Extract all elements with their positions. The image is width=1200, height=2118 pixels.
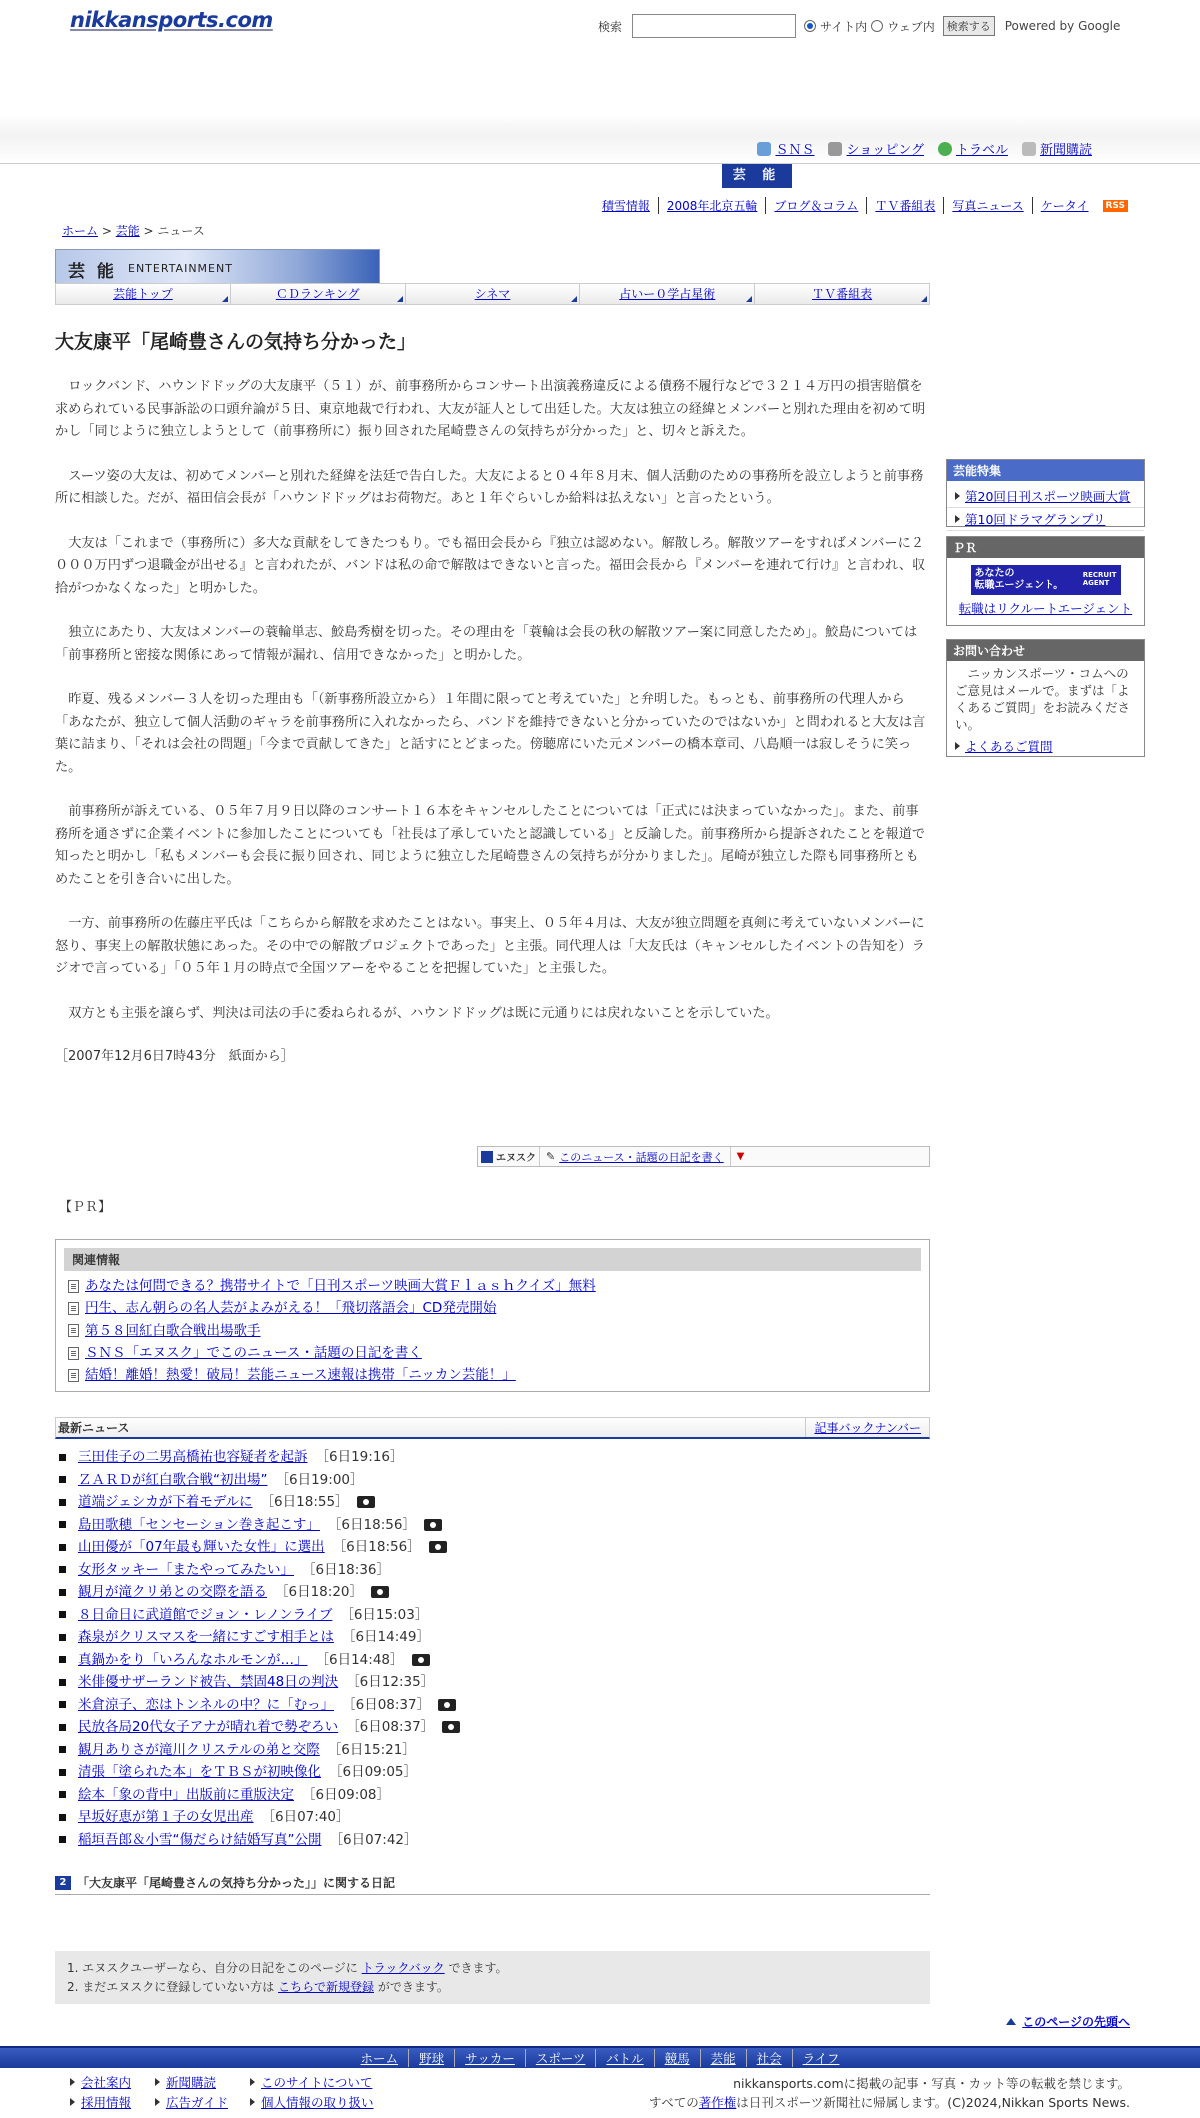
camera-icon[interactable] (438, 1699, 456, 1711)
latest-news-list (55, 1446, 930, 1851)
subnav-mobile[interactable]: ケータイ (1032, 197, 1097, 214)
news-time: ［6日18:20］ (275, 1584, 363, 1600)
news-time: ［6日19:16］ (315, 1449, 404, 1465)
news-item (59, 1446, 930, 1469)
search-scope-web-label: ウェブ内 (887, 19, 935, 34)
breadcrumb: ホーム > 芸能 > ニュース (62, 224, 205, 238)
article-paragraph: スーツ姿の大友は、初めてメンバーと別れた経緯を法廷で告白した。大友によると０４年８月末、個人活動のための事務所を設立しようと前事務所に相談した。だが、福田信会長が「ハウンドドッグはお荷物だ。あと１年ぐらいしか給料は払えない」と言ったという。 (55, 468, 924, 506)
recruit-logo-text: RECRUIT (1082, 571, 1117, 579)
newspaper-icon (1022, 142, 1036, 156)
subnav-beijing[interactable]: 2008年北京五輪 (658, 197, 766, 214)
camera-icon[interactable] (357, 1496, 375, 1508)
util-link-subscribe[interactable]: 新聞購読 (1039, 143, 1092, 158)
sidebar-feature-box (946, 459, 1145, 527)
news-item (59, 1649, 930, 1672)
article-paragraph: 独立にあたり、大友はメンバーの蓑輪単志、鮫島秀樹を切った。その理由を「蓑輪は会長の秋の解散ツアー案に同意したため」。鮫島については「前事務所と密接な関係にあって情報が漏れ、信用できなかった」と明かした。 (55, 625, 918, 663)
news-item (59, 1514, 930, 1537)
footer-nav-society[interactable]: 社会 (746, 2049, 792, 2067)
news-item (59, 1581, 930, 1604)
footer-nav-keiba[interactable]: 競馬 (654, 2049, 700, 2067)
secnav-tv[interactable]: ＴＶ番組表 (755, 284, 929, 304)
utility-links (757, 139, 1092, 158)
news-link[interactable]: 稲垣吾郎＆小雪“傷だらけ結婚写真”公開 (78, 1831, 322, 1848)
section-nav (55, 283, 930, 305)
shopping-cart-icon (828, 142, 842, 156)
news-link[interactable]: ８日命日に武道館でジョン・レノンライブ (78, 1606, 333, 1623)
related-info-box (55, 1239, 930, 1392)
news-link[interactable]: 観月が滝クリ弟との交際を語る (78, 1584, 267, 1600)
news-item (59, 1559, 930, 1582)
document-icon (68, 1302, 79, 1315)
sidebar-contact-text: ニッカンスポーツ・コムへのご意見はメールで。まずは「よくあるご質問」をお読みください。 (955, 666, 1131, 732)
news-link[interactable]: 清張「塗られた本」をＴＢＳが初映像化 (78, 1764, 321, 1780)
powered-by-google: Powered by Google (1004, 19, 1121, 33)
category-tab-entertainment[interactable]: 芸 能 (722, 164, 792, 188)
ad-text: 転職エージェント。 (974, 580, 1064, 591)
news-item (59, 1739, 930, 1762)
article-paragraph: 大友は「これまで（事務所に）多大な貢献をしてきたつもり。でも福田会長から『独立は認めない。解散しろ。解散ツアーをすればメンバーに２０００万円ずつ退職金が出せる』と言われたが、バンドは私の命で解散はできないと言った。福田会長から『メンバーを連れて行け』と言われ、収拾がつかなくなった」と明かした。 (55, 535, 926, 596)
ad-text: あなたの (974, 568, 1015, 579)
search-scope-site-label: サイト内 (820, 19, 868, 34)
article-paragraph: 双方とも主張を譲らず、判決は司法の手に委ねられるが、ハウンドドッグは既に元通りには戻れないことを示していた。 (68, 1005, 779, 1021)
footer-nav-baseball[interactable]: 野球 (408, 2049, 454, 2067)
document-icon (68, 1280, 79, 1293)
related-item (64, 1297, 921, 1319)
news-time: ［6日07:42］ (329, 1831, 418, 1848)
search-label: 検索 (598, 19, 623, 34)
news-item (59, 1536, 930, 1559)
footer-nav-battle[interactable]: バトル (595, 2049, 653, 2067)
write-diary-link[interactable]: このニュース・話題の日記を書く (559, 1150, 724, 1164)
news-time: ［6日19:00］ (275, 1471, 364, 1488)
esns-diary-icon: 2 (55, 1876, 71, 1890)
diary-section-header (55, 1874, 930, 1895)
backnumber-link[interactable]: 記事バックナンバー (814, 1421, 921, 1435)
search-button[interactable]: 検索する (943, 16, 995, 36)
breadcrumb-home[interactable]: ホーム (62, 224, 99, 238)
footer-link-privacy[interactable]: 個人情報の取り扱い (250, 2093, 390, 2111)
related-item (64, 1275, 921, 1297)
faq-link[interactable]: よくあるご質問 (965, 739, 1053, 754)
copyright-link[interactable]: 著作権 (698, 2095, 737, 2110)
sns-icon (757, 142, 771, 156)
related-item (64, 1364, 921, 1386)
recruit-logo-text: AGENT (1082, 579, 1110, 587)
news-link[interactable]: 三田佳子の二男高橋祐也容疑者を起訴 (78, 1449, 308, 1465)
footer-nav-home[interactable]: ホーム (360, 2051, 399, 2066)
news-time: ［6日12:35］ (346, 1674, 435, 1690)
sidebar-pr-box (946, 536, 1145, 626)
news-item (59, 1694, 930, 1717)
article-paragraph: 前事務所が訴えている、０５年７月９日以降のコンサート１６本をキャンセルしたことについては「正式には決まっていなかった」。また、前事務所を通さずに企業イベントに参加したことについても「社長は了承していたと認識している」と反論した。前事務所から提訴されたことを報道で知ったと明かし「私もメンバーも会長に振り回され、同じように独立した尾崎豊さんの気持ちが分かりました」。尾崎が独立した際も同事務所ともめたことを引き合いに出した。 (55, 804, 926, 887)
article-headline: 大友康平「尾崎豊さんの気持ち分かった」 (55, 331, 417, 353)
page-top (1006, 2013, 1130, 2030)
secnav-top[interactable]: 芸能トップ (56, 284, 231, 304)
footer-links (70, 2073, 390, 2111)
sidebar-feature-link[interactable]: 第10回ドラマグランプリ (965, 512, 1106, 527)
related-item (64, 1320, 921, 1342)
latest-news-header (55, 1417, 930, 1439)
news-link[interactable]: 女形タッキー「またやってみたい」 (78, 1561, 294, 1578)
dropdown-arrow-icon[interactable]: ▼ (736, 1151, 745, 1162)
news-link[interactable]: 早坂好恵が第１子の女児出産 (78, 1809, 254, 1825)
subnav-photo[interactable]: 写真ニュース (943, 197, 1031, 214)
related-link[interactable]: 円生、志ん朝らの名人芸がよみがえる！「飛切落語会」CD発売開始 (85, 1300, 497, 1317)
footer-nav-life[interactable]: ライフ (792, 2049, 850, 2067)
footer-nav-soccer[interactable]: サッカー (454, 2049, 525, 2067)
subnav-tv[interactable]: ＴＶ番組表 (866, 197, 943, 214)
breadcrumb-current: ニュース (157, 224, 205, 238)
news-item (59, 1491, 930, 1514)
news-item (59, 1604, 930, 1627)
sidebar-feature-link[interactable]: 第20回日刊スポーツ映画大賞 (965, 489, 1131, 504)
search-input[interactable] (632, 14, 796, 38)
news-item (59, 1671, 930, 1694)
related-link[interactable]: 第５８回紅白歌合戦出場歌手 (85, 1322, 261, 1339)
article-paragraph: 一方、前事務所の佐藤庄平氏は「こちらから解散を求めたことはない。事実上、０５年４月は、大友が独立問題を真剣に考えていないメンバーに怒り、事実上の解散状態にあった。その中での解散プロジェクトであった」と主張。同代理人は「大友氏は（キャンセルしたイベントの告知を）ラジオで言っている」「０５年１月の時点で全国ツアーをやることを把握していた」と主張した。 (55, 916, 925, 976)
banner-subtitle: ENTERTAINMENT (128, 262, 233, 275)
news-item (59, 1829, 930, 1852)
esns-logo: エヌスク (496, 1153, 536, 1164)
latest-news-title: 最新ニュース (58, 1421, 130, 1435)
news-link[interactable]: 米俳優サザーランド被告、禁固48日の判決 (78, 1674, 339, 1690)
news-time: ［6日18:55］ (260, 1494, 349, 1510)
recruit-agent-ad[interactable] (971, 565, 1121, 595)
news-time: ［6日08:37］ (342, 1696, 431, 1713)
document-icon (68, 1369, 79, 1382)
news-link[interactable]: 観月ありさが滝川クリステルの弟と交際 (78, 1741, 320, 1758)
sub-navigation (594, 197, 1128, 214)
trackback-box (55, 1951, 930, 2004)
news-time: ［6日08:37］ (346, 1719, 435, 1735)
news-link[interactable]: ＺＡＲＤが紅白歌合戦“初出場” (78, 1471, 268, 1488)
trackback-link[interactable]: トラックバック (361, 1961, 445, 1975)
arrow-up-icon (1006, 2018, 1016, 2025)
footer-link-ads[interactable]: 広告ガイド (155, 2093, 250, 2111)
related-link[interactable]: ＳＮＳ「エヌスク」でこのニュース・話題の日記を書く (85, 1344, 422, 1361)
copyright (649, 2074, 1130, 2112)
news-link[interactable]: 絵本「象の背中」出版前に重版決定 (78, 1786, 294, 1803)
article-paragraph: ロックバンド、ハウンドドッグの大友康平（５１）が、前事務所からコンサート出演義務違反による債務不履行などで３２１４万円の損害賠償を求められている民事訴訟の口頭弁論が５日、東京地裁で行われ、大友が証人として出廷した。大友は独立の経緯とメンバーと別れた理由を初めて明かし「同じように独立しようとして（前事務所に）振り回された尾崎豊さんの気持ちが分かった」と、切々と訴えた。 (55, 379, 926, 439)
news-item (59, 1806, 930, 1829)
sidebar-contact-box (946, 639, 1145, 757)
news-time: ［6日15:21］ (327, 1741, 416, 1758)
related-title: 関連情報 (64, 1248, 921, 1271)
register-link[interactable]: こちらで新規登録 (278, 1980, 374, 1994)
footer-nav-sports[interactable]: スポーツ (525, 2049, 596, 2067)
footer-link-about[interactable]: このサイトについて (250, 2073, 390, 2091)
camera-icon[interactable] (424, 1519, 442, 1531)
article-dateline: ［2007年12月6日7時43分 紙面から］ (55, 1049, 294, 1064)
article-paragraph: 昨夏、残るメンバー３人を切った理由も「（新事務所設立から）１年間に限ってと考えていた」と弁明した。もっとも、前事務所の代理人から「あなたが、独立して個人活動のギャラを前事務所に入れなかったら、バンドを維持できないと分かっていたのではないか」と問われると大友は言葉に詰まり、「それは会社の問題」「今まで貢献してきた」と話すにとどまった。傍聴席にいた元メンバーの橋本章司、八島順一は寂しそうに笑った。 (55, 692, 926, 775)
news-time: ［6日07:40］ (261, 1809, 350, 1825)
globe-icon (938, 142, 952, 156)
news-time: ［6日18:36］ (302, 1561, 390, 1578)
recruit-agent-link[interactable]: 転職はリクルートエージェント (958, 601, 1133, 616)
news-time: ［6日09:08］ (302, 1786, 390, 1803)
search-form (598, 14, 1120, 38)
copyright-line1: nikkansports.comに掲載の記事・写真・カット等の転載を禁じます。 (733, 2076, 1130, 2091)
section-banner (55, 249, 380, 284)
document-icon (68, 1347, 79, 1360)
secnav-fortune[interactable]: 占いー０学占星術 (580, 284, 755, 304)
trackback-text: 1. エヌスクユーザーなら、自分の日記をこのページに (67, 1961, 358, 1975)
news-time: ［6日18:56］ (332, 1539, 421, 1555)
category-bar (0, 163, 1200, 187)
diary-title: 「大友康平「尾崎豊さんの気持ち分かった」」に関する日記 (77, 1876, 396, 1890)
sidebar-pr-title: ＰＲ (947, 537, 1144, 558)
pencil-icon: ✎ (546, 1150, 556, 1163)
page-top-link[interactable]: このページの先頭へ (1022, 2015, 1130, 2029)
article (55, 327, 930, 1064)
camera-icon[interactable] (371, 1586, 389, 1598)
footer-link-subscribe[interactable]: 新聞購読 (155, 2073, 250, 2091)
copyright-text: すべての (649, 2095, 699, 2110)
pr-label: 【ＰＲ】 (59, 1200, 112, 1215)
camera-icon[interactable] (442, 1721, 460, 1733)
footer-nav-entertainment[interactable]: 芸能 (700, 2049, 746, 2067)
news-time: ［6日14:48］ (315, 1651, 404, 1668)
news-link[interactable]: 真鍋かをり「いろんなホルモンが…」 (78, 1651, 308, 1668)
document-icon (68, 1324, 79, 1337)
news-time: ［6日09:05］ (329, 1764, 417, 1780)
search-scope-site-radio[interactable] (804, 20, 816, 32)
util-link-travel[interactable]: トラベル (955, 143, 1008, 158)
register-text: ができます。 (377, 1980, 449, 1994)
news-link[interactable]: 島田歌穂「センセーション巻き起こす」 (78, 1516, 320, 1533)
footer-link-company[interactable]: 会社案内 (70, 2073, 155, 2091)
news-item (59, 1784, 930, 1807)
news-time: ［6日15:03］ (340, 1606, 429, 1623)
latest-news (55, 1417, 930, 1851)
camera-icon[interactable] (412, 1654, 430, 1666)
util-link-shopping[interactable]: ショッピング (846, 143, 924, 158)
news-item (59, 1626, 930, 1649)
trackback-text: できます。 (448, 1961, 508, 1975)
esns-logo-icon (481, 1151, 493, 1163)
site-logo[interactable]: nikkansports.com (70, 8, 273, 32)
news-item (59, 1469, 930, 1492)
breadcrumb-section[interactable]: 芸能 (115, 224, 140, 238)
news-time: ［6日14:49］ (341, 1629, 430, 1645)
recruit-logo (1083, 571, 1117, 587)
site-header (0, 0, 1200, 163)
rss-badge[interactable]: RSS (1103, 200, 1129, 212)
subnav-snow[interactable]: 積雪情報 (601, 199, 650, 213)
news-link[interactable]: 山田優が「07年最も輝いた女性」に選出 (78, 1539, 325, 1555)
news-link[interactable]: 道端ジェシカが下着モデルに (78, 1494, 253, 1510)
article-body (55, 376, 930, 1025)
esns-diary-bar (477, 1146, 930, 1167)
footer-nav (0, 2046, 1200, 2068)
register-text: 2. まだエヌスクに登録していない方は (67, 1980, 275, 1994)
footer-link-careers[interactable]: 採用情報 (70, 2093, 155, 2111)
related-link[interactable]: あなたは何問できる？携帯サイトで「日刊スポーツ映画大賞Ｆｌａｓｈクイズ」無料 (85, 1278, 596, 1294)
news-item (59, 1716, 930, 1739)
news-item (59, 1761, 930, 1784)
news-link[interactable]: 米倉涼子、恋はトンネルの中？に「むっ」 (78, 1696, 335, 1713)
banner-title: 芸 能 (68, 262, 117, 282)
subnav-blog[interactable]: ブログ＆コラム (765, 197, 866, 214)
secnav-cinema[interactable]: シネマ (406, 284, 581, 304)
sidebar-contact-title: お問い合わせ (947, 640, 1144, 661)
camera-icon[interactable] (429, 1541, 447, 1553)
sidebar-feature-title: 芸能特集 (947, 460, 1144, 481)
news-link[interactable]: 森泉がクリスマスを一緒にすごす相手とは (78, 1629, 334, 1645)
search-scope-web-radio[interactable] (871, 20, 883, 32)
news-time: ［6日18:56］ (327, 1516, 416, 1533)
secnav-cd-ranking[interactable]: ＣＤランキング (231, 284, 406, 304)
related-item (64, 1342, 921, 1364)
related-link[interactable]: 結婚！離婚！熱愛！破局！芸能ニュース速報は携帯「ニッカン芸能！」 (85, 1367, 516, 1384)
util-link-sns[interactable]: ＳＮＳ (775, 143, 815, 158)
copyright-text: は日刊スポーツ新聞社に帰属します。(C)2024,Nikkan Sports News. (736, 2095, 1130, 2110)
news-link[interactable]: 民放各局20代女子アナが晴れ着で勢ぞろい (78, 1719, 339, 1735)
